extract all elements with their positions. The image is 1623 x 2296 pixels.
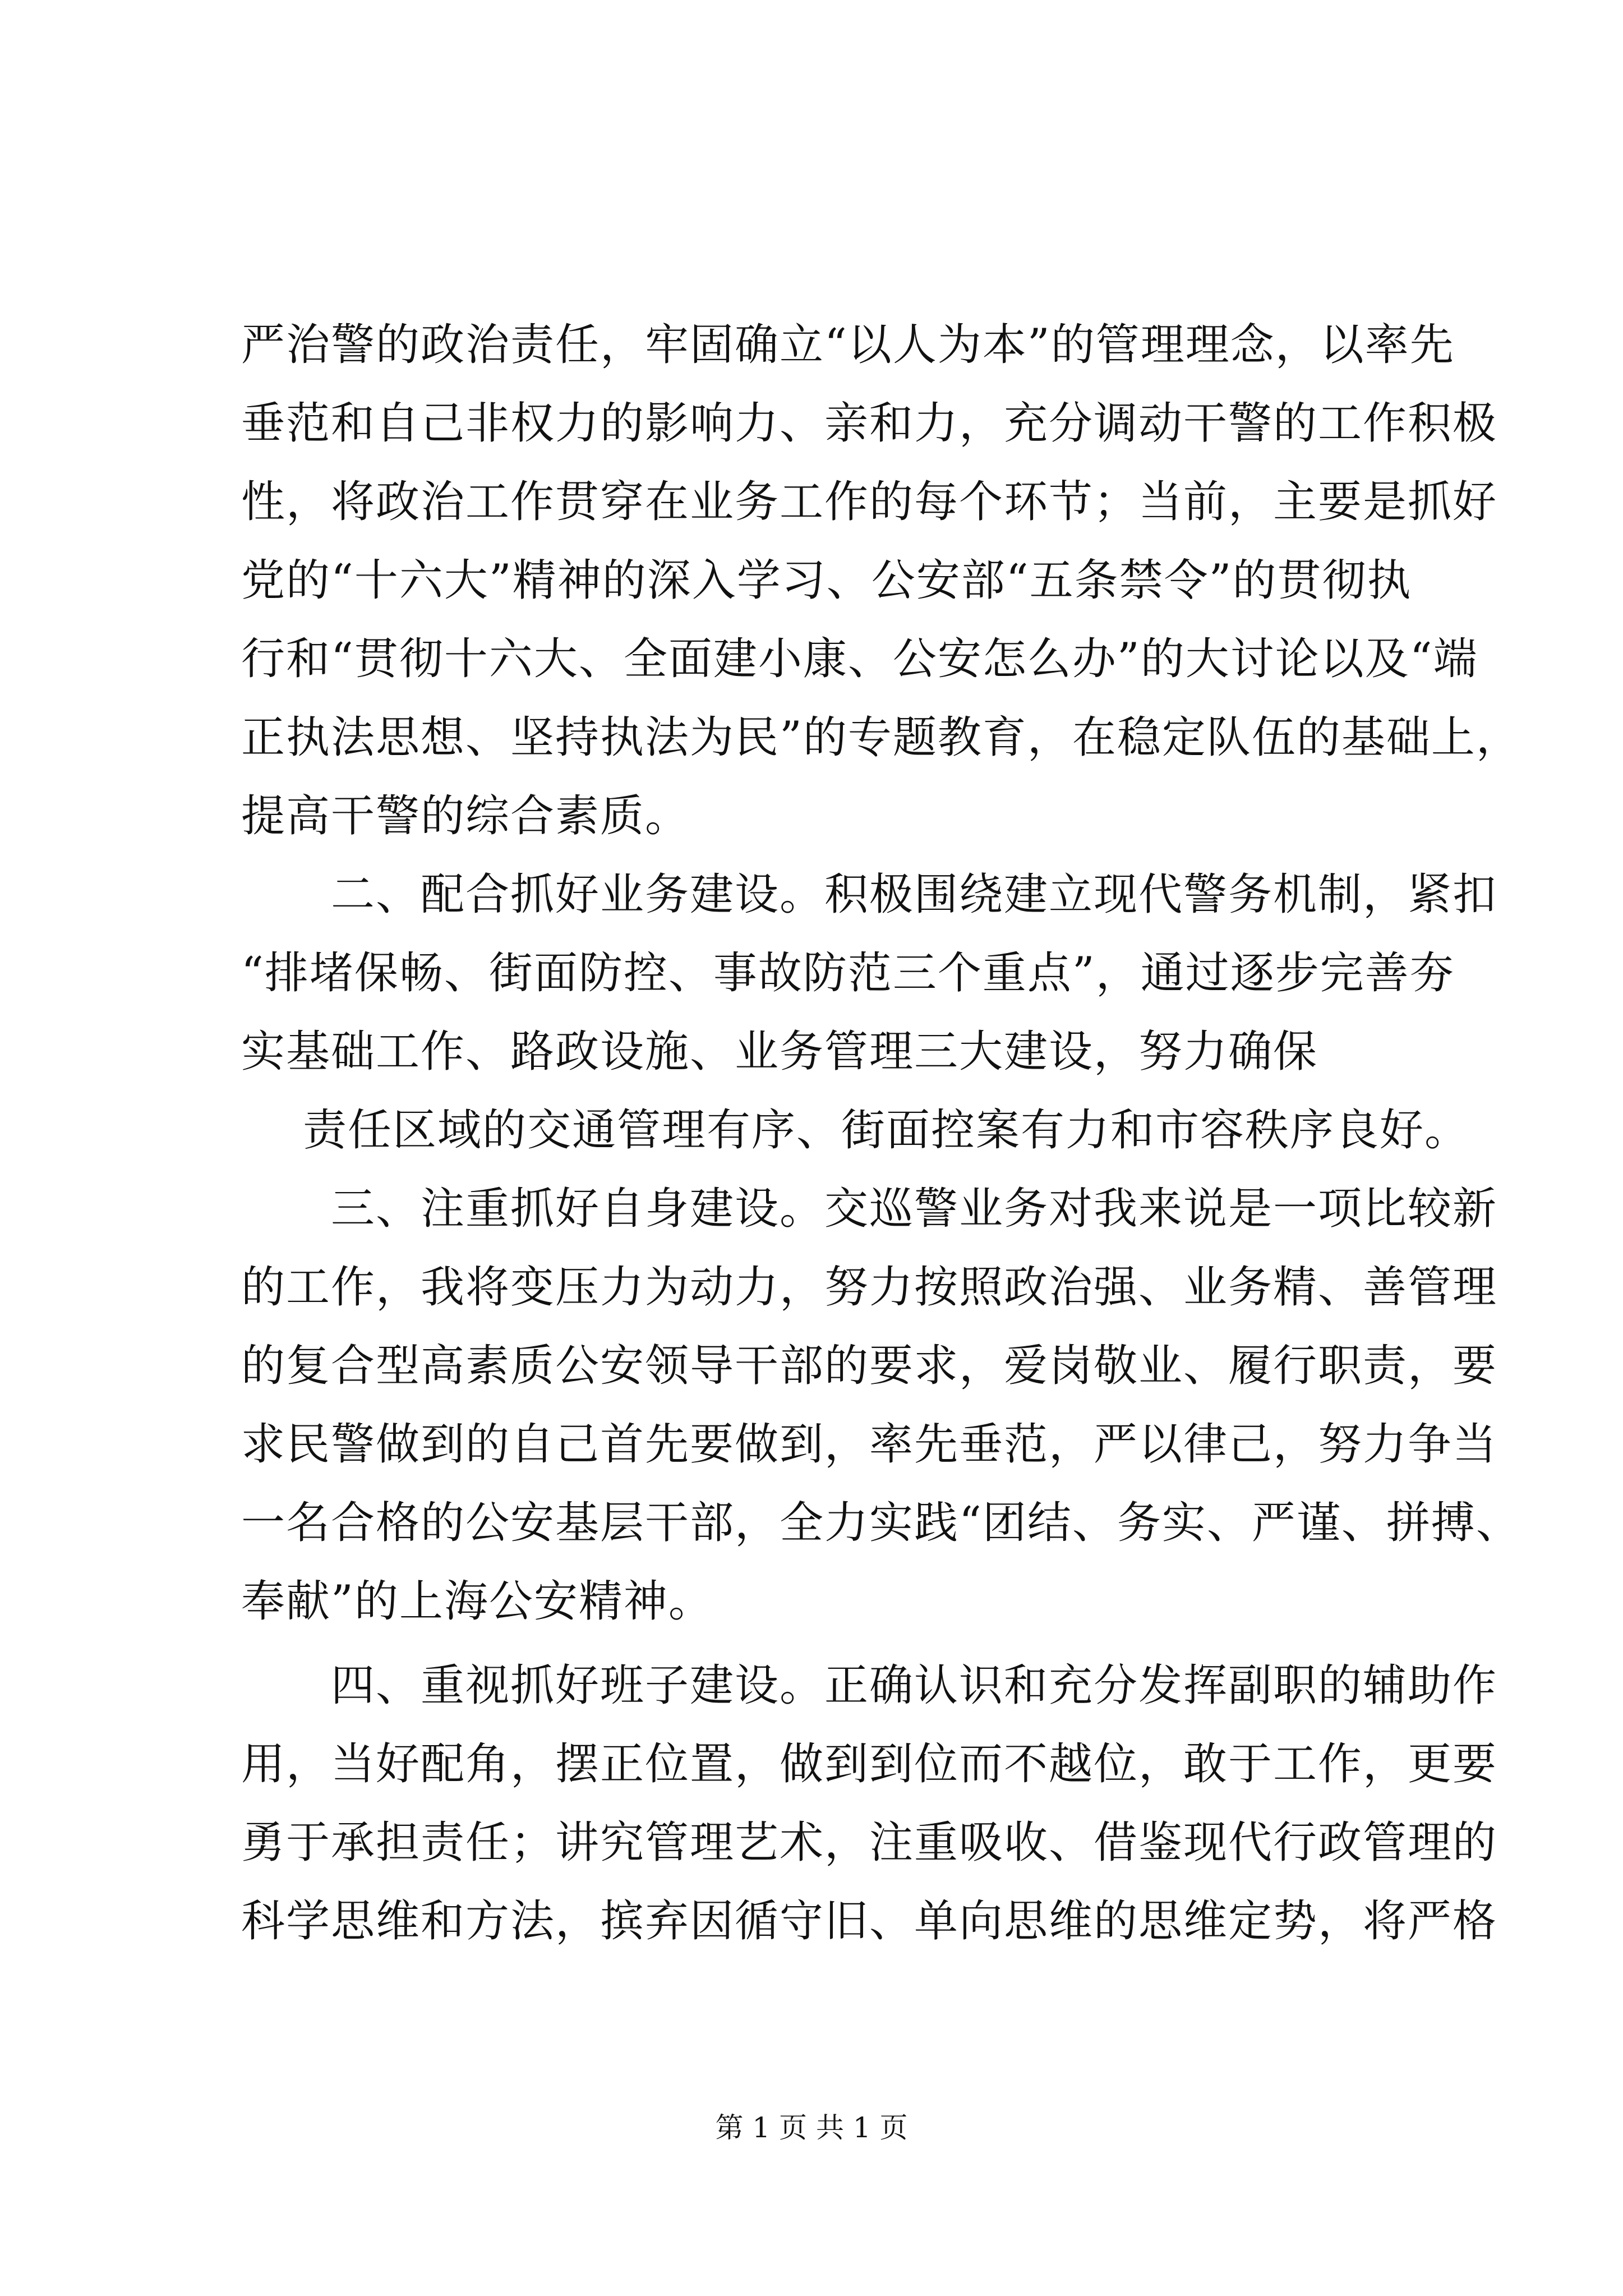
text-line: 一名合格的公安基层干部，全力实践“团结、务实、严谨、拼搏、 [241, 1498, 1521, 1548]
text-line: 垂范和自己非权力的影响力、亲和力，充分调动干警的工作积极 [241, 398, 1498, 449]
text-line: 提高干警的综合素质。 [241, 791, 690, 841]
text-line: 正执法思想、坚持执法为民”的专题教育，在稳定队伍的基础上， [241, 712, 1521, 763]
text-line: 科学思维和方法，摈弃因循守旧、单向思维的思维定势，将严格 [241, 1896, 1498, 1947]
text-line: 责任区域的交通管理有序、街面控案有力和市容秩序良好。 [303, 1105, 1470, 1156]
text-line: 党的“十六大”精神的深入学习、公安部“五条禁令”的贯彻执 [241, 555, 1412, 606]
text-line: 行和“贯彻十六大、全面建小康、公安怎么办”的大讨论以及“端 [241, 634, 1478, 684]
text-line: 的工作，我将变压力为动力，努力按照政治强、业务精、善管理 [241, 1262, 1498, 1313]
paragraph-heading-2: 二、配合抓好业务建设。积极围绕建立现代警务机制，紧扣 [331, 869, 1498, 920]
paragraph-heading-4: 四、重视抓好班子建设。正确认识和充分发挥副职的辅助作 [331, 1660, 1498, 1711]
text-line: 的复合型高素质公安领导干部的要求，爱岗敬业、履行职责，要 [241, 1341, 1498, 1391]
text-line: 奉献”的上海公安精神。 [241, 1576, 713, 1627]
text-line: 用，当好配角，摆正位置，做到到位而不越位，敢于工作，更要 [241, 1739, 1498, 1789]
text-line: 勇于承担责任；讲究管理艺术，注重吸收、借鉴现代行政管理的 [241, 1818, 1498, 1868]
paragraph-heading-3: 三、注重抓好自身建设。交巡警业务对我来说是一项比较新 [331, 1184, 1498, 1234]
text-line: 实基础工作、路政设施、业务管理三大建设，努力确保 [241, 1027, 1318, 1077]
text-line: “排堵保畅、街面防控、事故防范三个重点”，通过逐步完善夯 [241, 948, 1455, 999]
page-number-footer: 第 1 页 共 1 页 [715, 2111, 908, 2144]
text-line: 性，将政治工作贯穿在业务工作的每个环节；当前，主要是抓好 [241, 477, 1498, 527]
text-line: 求民警做到的自己首先要做到，率先垂范，严以律己，努力争当 [241, 1419, 1498, 1470]
text-line: 严治警的政治责任，牢固确立“以人为本”的管理理念，以率先 [241, 320, 1455, 370]
